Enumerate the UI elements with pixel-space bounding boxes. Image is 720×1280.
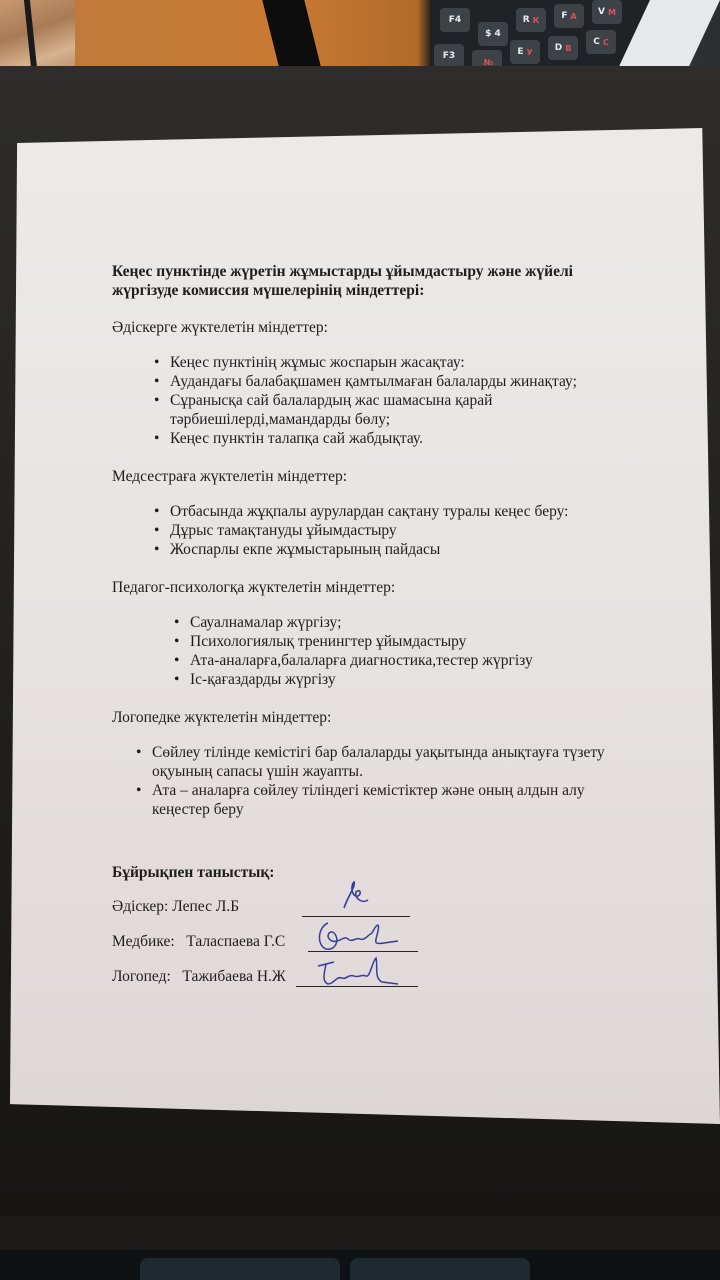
list-item bbox=[136, 743, 642, 781]
nurse-duties-list bbox=[154, 502, 632, 559]
signatory-label: Медбике: Таласпаева Г.С bbox=[112, 933, 286, 950]
bullet-icon: • bbox=[154, 503, 160, 520]
section-heading-speech-therapist: Логопедке жүктелетін міндеттер: bbox=[112, 709, 332, 726]
keyboard-key bbox=[478, 22, 508, 46]
keyboard-key bbox=[434, 44, 464, 68]
signatory-row bbox=[112, 968, 286, 1003]
keyboard-key bbox=[592, 0, 622, 24]
document-body bbox=[112, 262, 632, 838]
bullet-icon: • bbox=[154, 373, 160, 390]
key-alt-label: А bbox=[570, 11, 577, 21]
list-item-text: Іс-қағаздарды жүргізу bbox=[190, 671, 336, 688]
list-item-text: Отбасында жұқпалы аурулардан сақтану туралы кеңес беру: bbox=[170, 503, 569, 520]
list-item bbox=[154, 521, 632, 540]
key-label: F3 bbox=[442, 51, 456, 61]
key-alt-label: В bbox=[565, 43, 572, 53]
acknowledgement-block bbox=[112, 864, 286, 1003]
document-title: Кеңес пунктінде жүретін жұмыстарды ұйымдастыру және жүйелі жүргізуде комиссия мүшелерінің міндеттері: bbox=[112, 263, 573, 299]
key-alt-label: К bbox=[532, 15, 540, 25]
keyboard-key bbox=[510, 40, 540, 64]
key-label: E bbox=[517, 47, 524, 57]
signatory-label: Логопед: Тажибаева Н.Ж bbox=[112, 968, 286, 985]
key-alt-label: № bbox=[483, 57, 494, 67]
bullet-icon: • bbox=[154, 541, 160, 558]
psychologist-duties-list bbox=[174, 613, 632, 689]
key-label: $ 4 bbox=[485, 29, 501, 39]
list-item bbox=[174, 651, 632, 670]
list-item bbox=[136, 781, 632, 819]
list-item bbox=[154, 540, 632, 559]
keyboard-key bbox=[440, 8, 470, 32]
bottom-shape bbox=[350, 1258, 530, 1280]
signatory-row bbox=[112, 898, 274, 933]
speech-therapist-duties-list bbox=[136, 743, 632, 819]
key-alt-label: С bbox=[602, 37, 609, 47]
acknowledgement-title: Бұйрықпен таныстық: bbox=[112, 864, 275, 881]
bullet-icon: • bbox=[136, 744, 142, 761]
list-item bbox=[174, 613, 632, 632]
bullet-icon: • bbox=[154, 392, 160, 409]
list-item bbox=[154, 353, 632, 372]
methodist-duties-list bbox=[154, 353, 632, 448]
list-item bbox=[174, 632, 632, 651]
signatory-row bbox=[112, 933, 286, 968]
bullet-icon: • bbox=[154, 430, 160, 447]
bullet-icon: • bbox=[174, 633, 180, 650]
bullet-icon: • bbox=[136, 782, 142, 799]
section-heading-methodist: Әдіскерге жүктелетін міндеттер: bbox=[112, 319, 328, 336]
bullet-icon: • bbox=[174, 652, 180, 669]
list-item bbox=[174, 670, 632, 689]
bottom-strip bbox=[0, 1250, 720, 1280]
list-item-text: Ата – аналарға сөйлеу тіліндегі кемістіктер және оның алдын алу кеңестер беру bbox=[152, 782, 585, 818]
key-label: C bbox=[593, 37, 600, 47]
keyboard-key bbox=[554, 4, 584, 28]
list-item-text: Сұранысқа сай балалардың жас шамасына қарай тәрбиешілерді,мамандарды бөлу; bbox=[170, 392, 493, 428]
list-item-text: Кеңес пунктінің жұмыс жоспарын жасақтау: bbox=[170, 354, 465, 371]
signatory-label: Әдіскер: Лепес Л.Б bbox=[112, 898, 240, 915]
key-alt-label: У bbox=[526, 47, 533, 57]
bullet-icon: • bbox=[174, 614, 180, 631]
signature-mark bbox=[310, 915, 400, 955]
list-item-text: Сауалнамалар жүргізу; bbox=[190, 614, 342, 631]
key-label: F4 bbox=[448, 15, 462, 25]
key-label: F bbox=[561, 11, 568, 21]
key-label: R bbox=[522, 15, 530, 25]
keyboard bbox=[432, 0, 652, 70]
key-alt-label: М bbox=[608, 7, 616, 17]
list-item-text: Кеңес пунктін талапқа сай жабдықтау. bbox=[170, 430, 423, 447]
list-item-text: Психологиялық тренингтер ұйымдастыру bbox=[190, 633, 467, 650]
bullet-icon: • bbox=[154, 354, 160, 371]
signature-mark bbox=[312, 952, 402, 992]
signature-mark bbox=[334, 876, 374, 916]
bullet-icon: • bbox=[154, 522, 160, 539]
list-item-text: Ата-аналарға,балаларға диагностика,тестер жүргізу bbox=[190, 652, 533, 669]
list-item-text: Аудандағы балабақшамен қамтылмаған балаларды жинақтау; bbox=[170, 373, 577, 390]
keyboard-key bbox=[586, 30, 616, 54]
list-item-text: Жоспарлы екпе жұмыстарының пайдасы bbox=[170, 541, 441, 558]
list-item bbox=[154, 429, 632, 448]
list-item bbox=[154, 372, 632, 391]
section-heading-psychologist: Педагог-психологқа жүктелетін міндеттер: bbox=[112, 579, 396, 596]
list-item-text: Сөйлеу тілінде кемістігі бар балаларды уақытында анықтауға түзету оқуының сапасы үшін жауапты. bbox=[152, 744, 605, 780]
key-label: D bbox=[554, 43, 563, 53]
list-item-text: Дұрыс тамақтануды ұйымдастыру bbox=[170, 522, 397, 539]
list-item bbox=[154, 502, 632, 521]
bullet-icon: • bbox=[174, 671, 180, 688]
bottom-shape bbox=[140, 1258, 340, 1280]
list-item bbox=[154, 391, 530, 429]
key-label: V bbox=[598, 7, 605, 17]
keyboard-key bbox=[548, 36, 578, 60]
section-heading-nurse: Медсестраға жүктелетін міндеттер: bbox=[112, 468, 348, 485]
keyboard-key bbox=[516, 8, 546, 32]
